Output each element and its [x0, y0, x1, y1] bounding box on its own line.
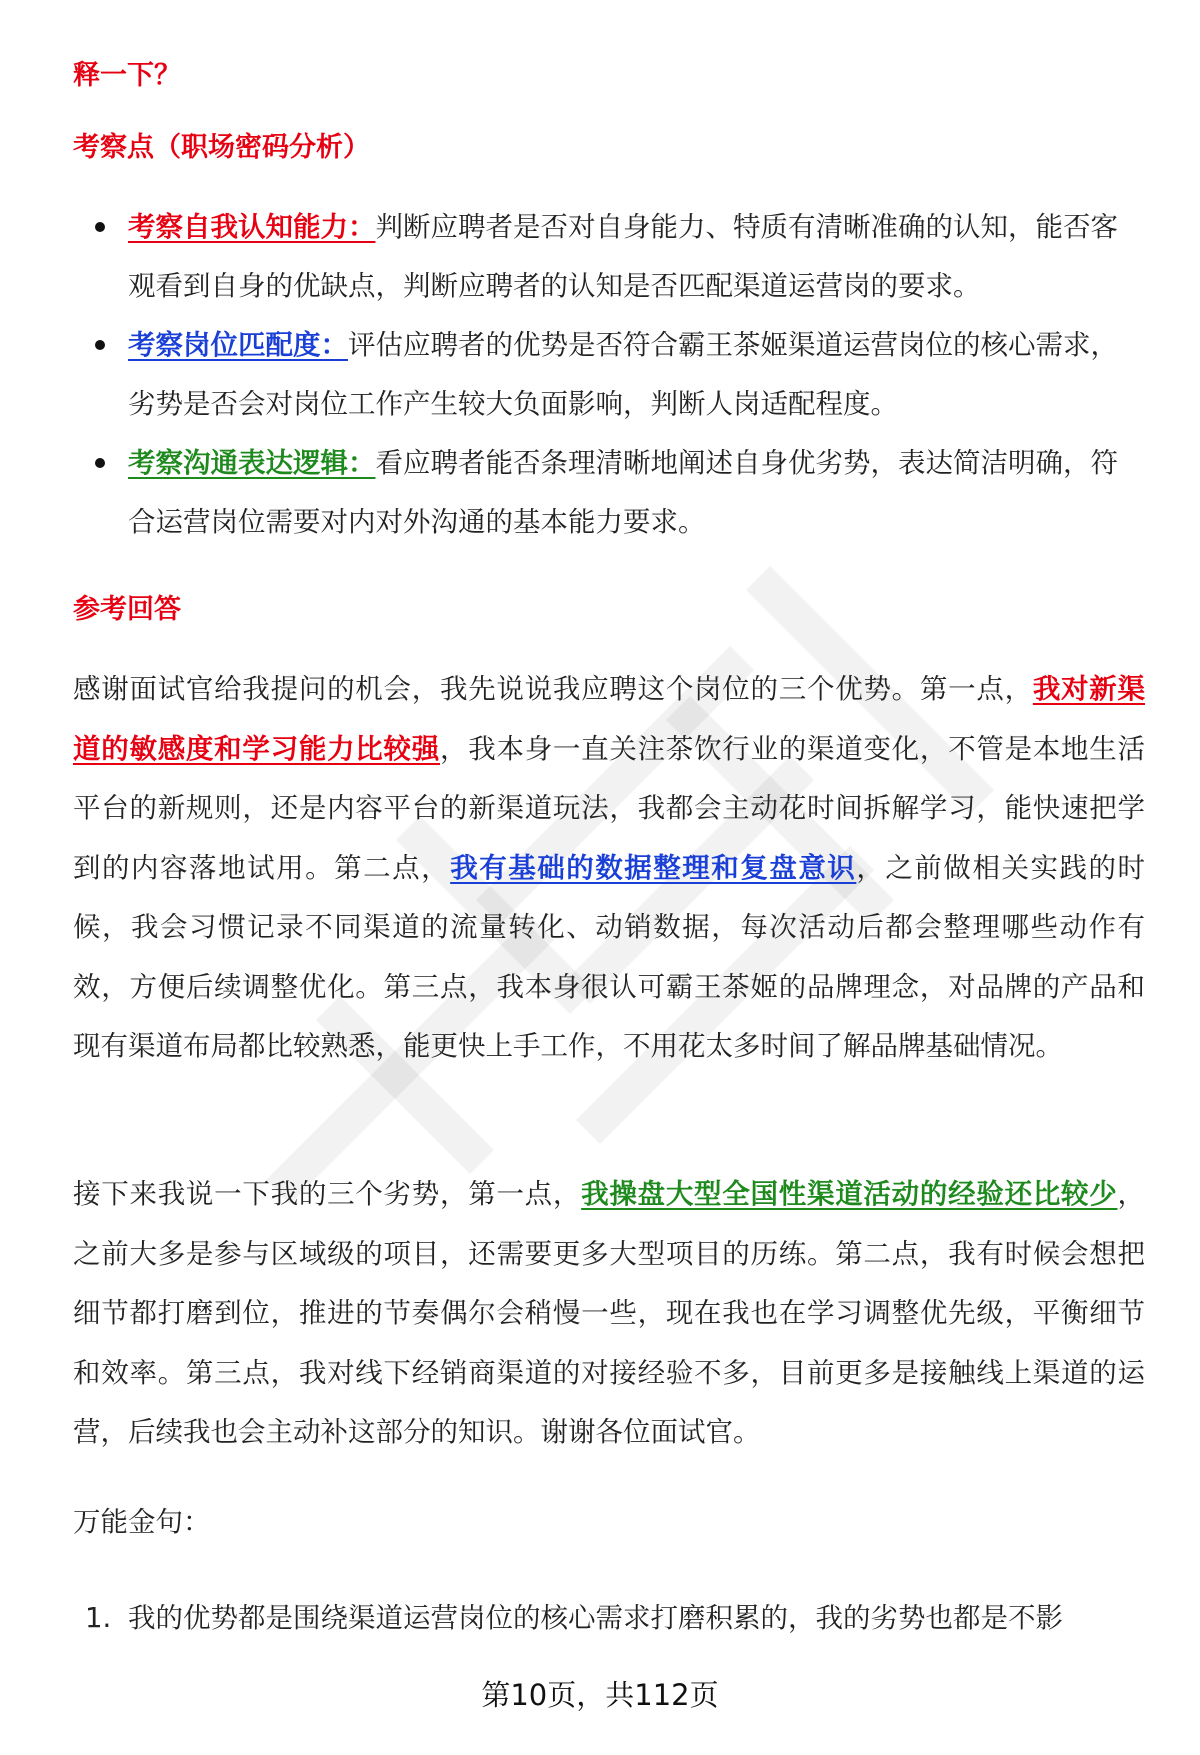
answer-text: ，我本身一直关注茶饮行业的渠道变化，不管是本地生活平台的新规则，还是内容平台的新渠道玩法，我都会主动花时间拆解学习，能快速把学到的内容落地试用。第二点， [73, 732, 1146, 884]
golden-sentences-heading: 万能金句： [73, 1506, 211, 1538]
question-title-tail: 释一下？ [73, 60, 181, 91]
answer-text: 感谢面试官给我提问的机会，我先说说我应聘这个岗位的三个优势。第一点， [73, 673, 1033, 705]
bullet-dot-icon [95, 458, 105, 468]
bullet-keyword: 考察自我认知能力： [128, 211, 376, 243]
golden-sentences-list [73, 1598, 1145, 1638]
bullet-dot-icon [95, 222, 105, 232]
answer-keyword: 我有基础的数据整理和复盘意识 [450, 851, 857, 884]
bullet-keyword: 考察岗位匹配度： [128, 329, 348, 361]
bullet-text: 判断应聘者是否对自身能力、特质有清晰准确的认知，能否客观看到自身的优缺点，判断应聘者的认知是否匹配渠道运营岗的要求。 [128, 211, 1118, 302]
answer-strengths-paragraph [73, 660, 1145, 1077]
page-footer: 第10页，共112页 [481, 1678, 719, 1712]
bullet-text: 看应聘者能否条理清晰地阐述自身优劣势，表达简洁明确，符合运营岗位需要对内对外沟通的基本能力要求。 [128, 447, 1118, 538]
list-item-number: 1. [85, 1602, 112, 1634]
answer-keyword: 我对新渠道的敏感度和学习能力比较强 [73, 673, 1146, 765]
bullet-keyword: 考察沟通表达逻辑： [128, 447, 376, 479]
bullet-item [73, 198, 1145, 316]
examination-heading: 考察点（职场密码分析） [73, 132, 370, 163]
answer-text: 接下来我说一下我的三个劣势，第一点， [73, 1178, 582, 1210]
bullet-item [73, 316, 1145, 434]
answer-weaknesses-paragraph [73, 1165, 1145, 1463]
list-item [73, 1598, 1145, 1638]
list-item-text: 我的优势都是围绕渠道运营岗位的核心需求打磨积累的，我的劣势也都是不影 [128, 1602, 1063, 1634]
bullet-dot-icon [95, 340, 105, 350]
reference-answer-heading: 参考回答 [73, 594, 181, 625]
answer-text: ，之前大多是参与区域级的项目，还需要更多大型项目的历练。第二点，我有时候会想把细节都打磨到位，推进的节奏偶尔会稍慢一些，现在我也在学习调整优先级，平衡细节和效率。第三点，我对线下经销商渠道的对接经验不多，目前更多是接触线上渠道的运营，后续我也会主动补这部分的知识。谢谢各位面试官。 [73, 1178, 1146, 1448]
bullet-item [73, 434, 1145, 552]
answer-keyword: 我操盘大型全国性渠道活动的经验还比较少 [581, 1178, 1118, 1210]
examination-points-list [73, 198, 1145, 552]
bullet-text: 评估应聘者的优势是否符合霸王茶姬渠道运营岗位的核心需求，劣势是否会对岗位工作产生较大负面影响，判断人岗适配程度。 [128, 329, 1118, 420]
answer-text: ，之前做相关实践的时候，我会习惯记录不同渠道的流量转化、动销数据，每次活动后都会整理哪些动作有效，方便后续调整优化。第三点，我本身很认可霸王茶姬的品牌理念，对品牌的产品和现有渠道布局都比较熟悉，能更快上手工作，不用花太多时间了解品牌基础情况。 [73, 851, 1146, 1062]
